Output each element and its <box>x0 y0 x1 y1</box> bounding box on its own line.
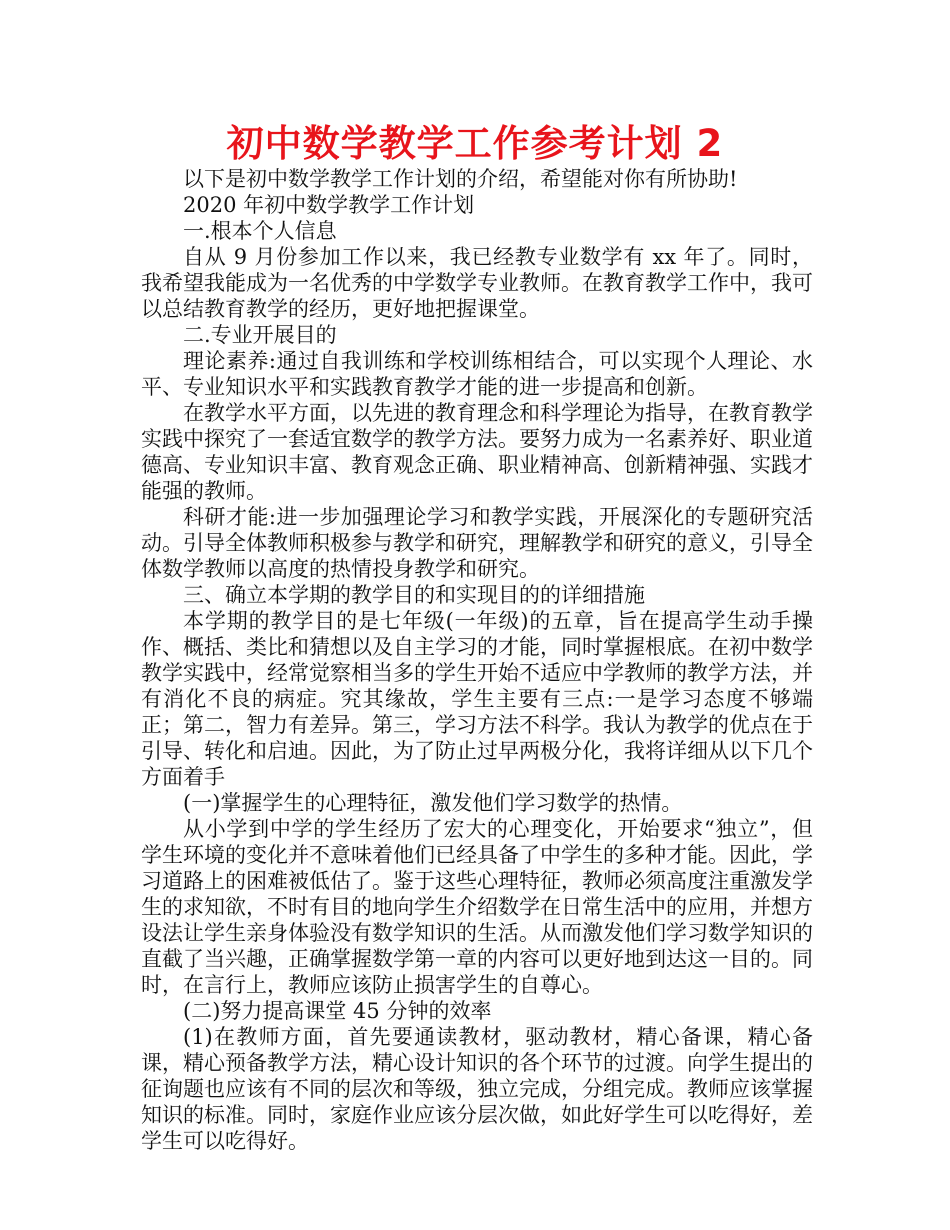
teaching-level-paragraph: 在教学水平方面，以先进的教育理念和科学理论为指导，在教育教学实践中探究了一套适宜数学的教学方法。要努力成为一名素养好、职业道德高、专业知识丰富、教育观念正确、职业精神高、创新精神强、实践才能强的教师。 <box>141 401 813 503</box>
subsection-heading-psychology: (一)掌握学生的心理特征，激发他们学习数学的热情。 <box>183 791 683 815</box>
plan-year-heading: 2020 年初中数学教学工作计划 <box>183 193 475 217</box>
subsection-heading-efficiency: (二)努力提高课堂 45 分钟的效率 <box>183 999 492 1023</box>
psychology-paragraph: 从小学到中学的学生经历了宏大的心理变化，开始要求“独立”，但学生环境的变化并不意味着他们已经具备了中学生的多种才能。因此，学习道路上的困难被低估了。鉴于这些心理特征，教师必须高度注重激发学生的求知欲，不时有目的地向学生介绍数学在日常生活中的应用，并想方设法让学生亲身体验没有数学知识的生活。从而激发他们学习数学知识的直截了当兴趣，正确掌握数学第一章的内容可以更好地到达这一目的。同时，在言行上，教师应该防止损害学生的自尊心。 <box>141 817 813 997</box>
teacher-aspect-paragraph: (1)在教师方面，首先要通读教材，驱动教材，精心备课，精心备课，精心预备教学方法，精心设计知识的各个环节的过渡。向学生提出的征询题也应该有不同的层次和等级，独立完成，分组完成。教师应该掌握知识的标准。同时，家庭作业应该分层次做，如此好学生可以吃得好，差学生可以吃得好。 <box>141 1025 813 1153</box>
research-paragraph: 科研才能:进一步加强理论学习和教学实践，开展深化的专题研究活动。引导全体教师积极参与教学和研究，理解教学和研究的意义，引导全体数学教师以高度的热情投身教学和研究。 <box>141 505 813 581</box>
semester-goal-paragraph: 本学期的教学目的是七年级(一年级)的五章，旨在提高学生动手操作、概括、类比和猜想以及自主学习的才能，同时掌握根底。在初中数学教学实践中，经常觉察相当多的学生开始不适应中学教师的教学方法，并有消化不良的病症。究其缘故，学生主要有三点:一是学习态度不够端正；第二，智力有差异。第三，学习方法不科学。我认为教学的优点在于引导、转化和启迪。因此，为了防止过早两极分化，我将详细从以下几个方面着手 <box>141 609 813 789</box>
section-heading-measures: 三、确立本学期的教学目的和实现目的的详细措施 <box>183 583 645 607</box>
theory-paragraph: 理论素养:通过自我训练和学校训练相结合，可以实现个人理论、水平、专业知识水平和实践教育教学才能的进一步提高和创新。 <box>141 349 813 399</box>
document-body <box>141 166 813 1154</box>
document-title: 初中数学教学工作参考计划 2 <box>226 122 724 165</box>
section-heading-goals: 二.专业开展目的 <box>183 323 337 347</box>
intro-paragraph: 以下是初中数学教学工作计划的介绍，希望能对你有所协助! <box>183 167 738 191</box>
personal-info-paragraph: 自从 9 月份参加工作以来，我已经教专业数学有 xx 年了。同时，我希望我能成为一名优秀的中学数学专业教师。在教育教学工作中，我可以总结教育教学的经历，更好地把握课堂。 <box>141 245 813 321</box>
section-heading-personal-info: 一.根本个人信息 <box>183 219 337 243</box>
